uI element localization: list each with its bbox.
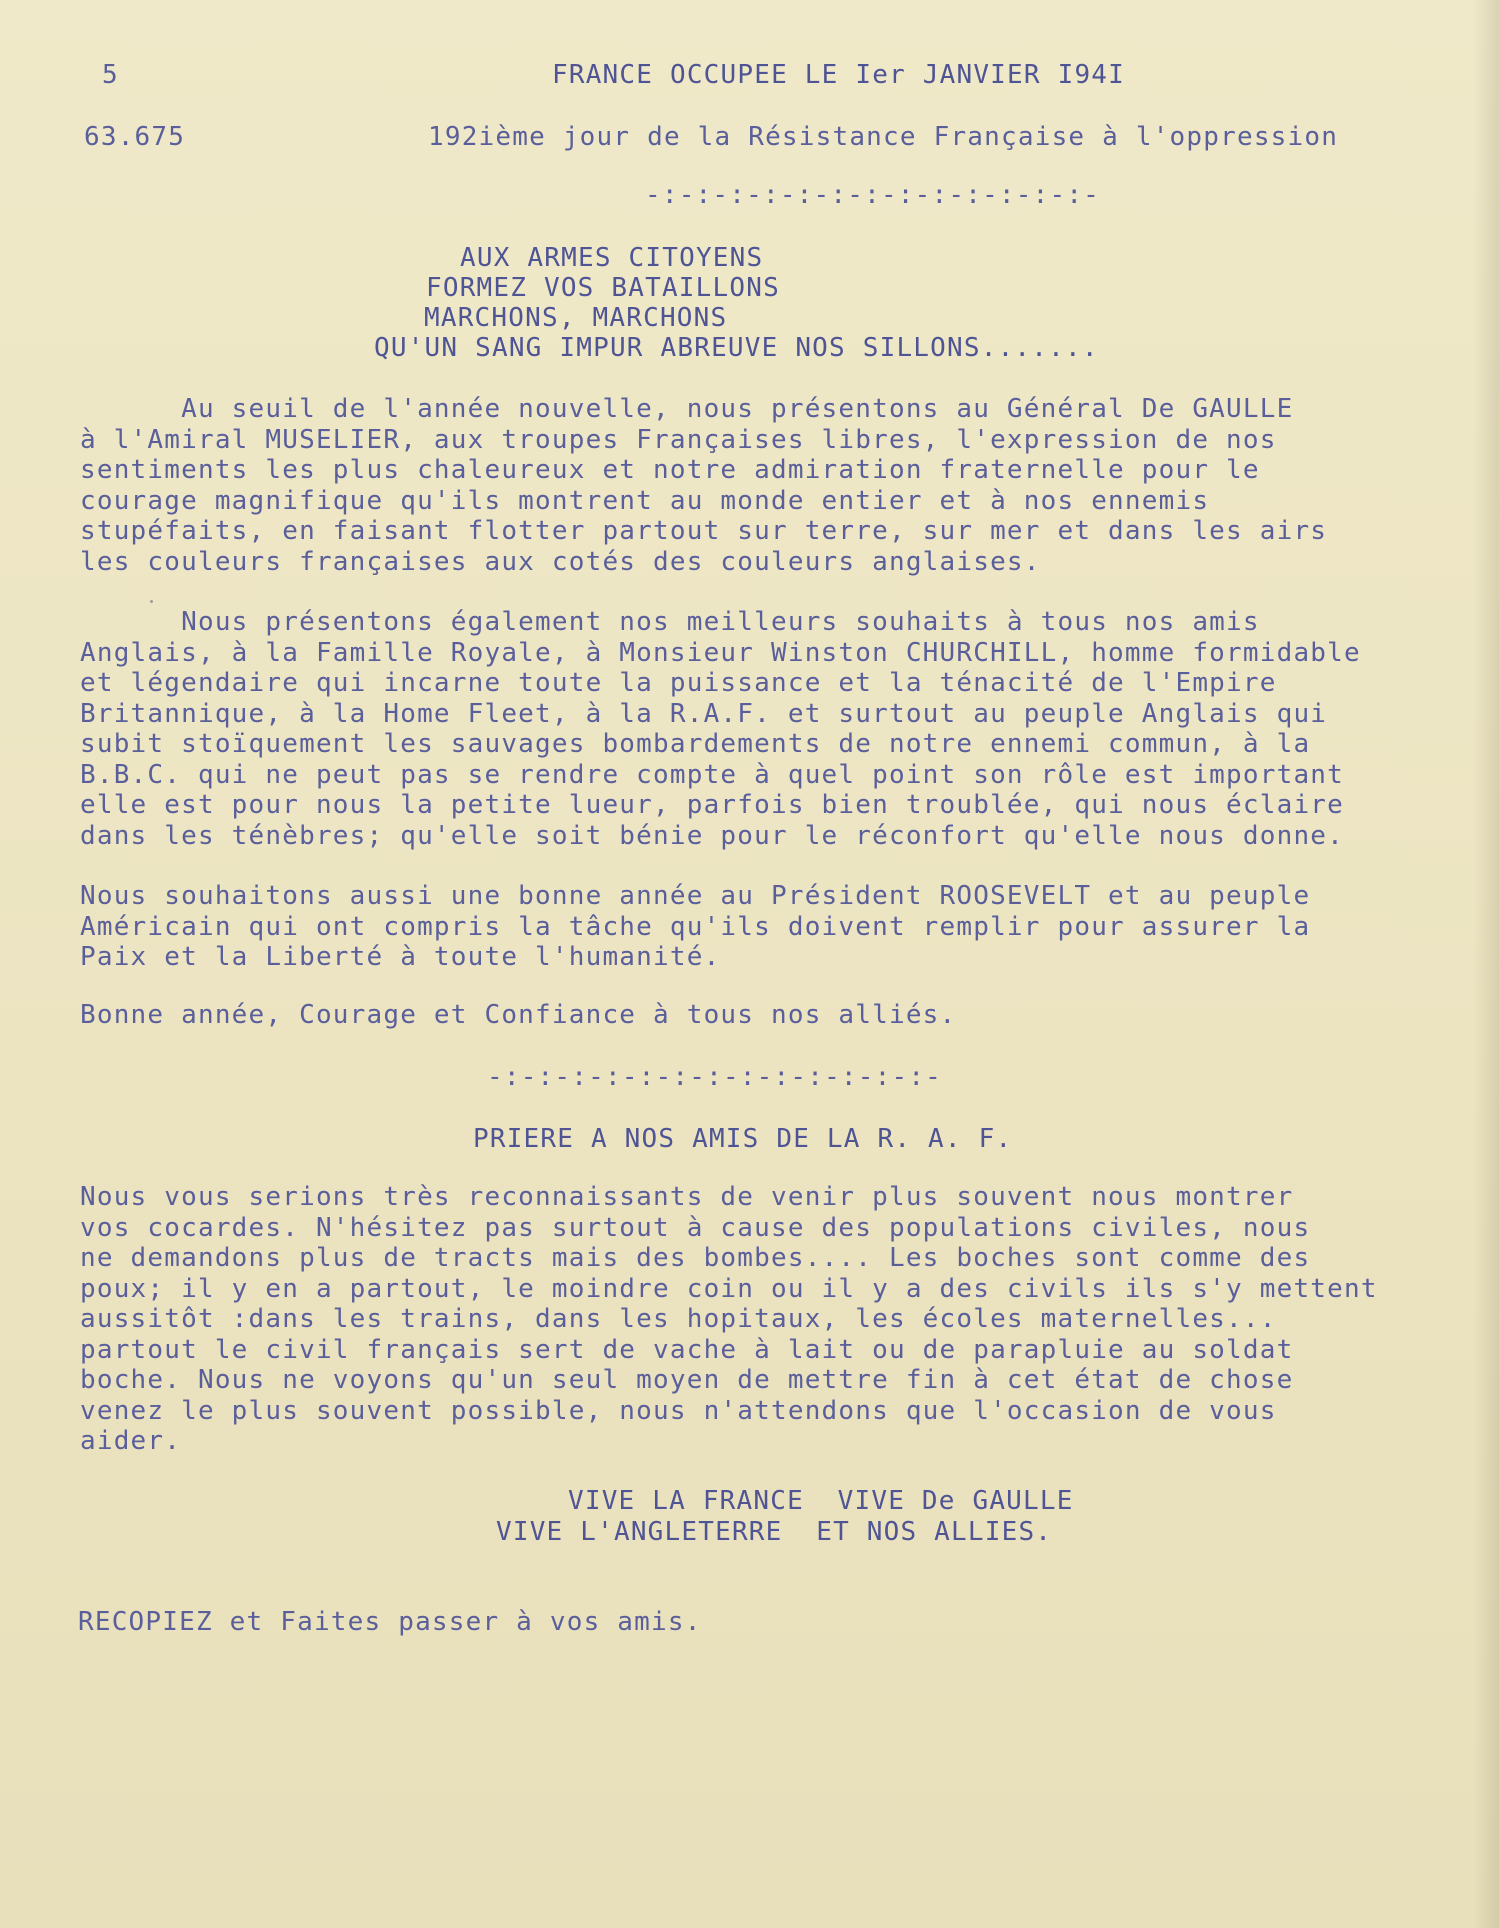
footer-instruction: RECOPIEZ et Faites passer à vos amis. bbox=[78, 1607, 702, 1637]
reference-number: 63.675 bbox=[84, 122, 186, 152]
paragraph-allies: Bonne année, Courage et Confiance à tous nos alliés. bbox=[80, 1000, 957, 1030]
page-number: 5 bbox=[102, 60, 119, 90]
document-subtitle: 192ième jour de la Résistance Française à l'oppression bbox=[428, 122, 1339, 152]
anthem-line-3: MARCHONS, MARCHONS bbox=[424, 303, 728, 333]
ink-speck bbox=[150, 600, 153, 603]
anthem-line-1: AUX ARMES CITOYENS bbox=[460, 243, 764, 273]
paragraph-prayer-raf: Nous vous serions très reconnaissants de venir plus souvent nous montrer vos cocardes. N'hésitez pas surtout à cause des populations civiles, nous ne demandons plus de tracts mais des bombes.... Les boches sont comme des poux; il y en a partout, le moindre coin ou il y a des civils ils s'y mettent aussitôt :dans les trains, dans les hopitaux, les écoles maternelles... partout le civil français sert de vache à lait ou de parapluie au soldat boche. Nous ne voyons qu'un seul moyen de mettre fin à cet état de chose venez le plus souvent possible, nous n'attendons que l'occasion de vous aider. bbox=[80, 1182, 1378, 1456]
document-title: FRANCE OCCUPEE LE Ier JANVIER I94I bbox=[552, 60, 1126, 90]
section-title-raf: PRIERE A NOS AMIS DE LA R. A. F. bbox=[473, 1124, 1013, 1154]
anthem-line-2: FORMEZ VOS BATAILLONS bbox=[426, 273, 780, 303]
closing-line-2: VIVE L'ANGLETERRE ET NOS ALLIES. bbox=[496, 1517, 1053, 1547]
separator-middle: -:-:-:-:-:-:-:-:-:-:-:-:-:- bbox=[487, 1062, 943, 1092]
anthem-line-4: QU'UN SANG IMPUR ABREUVE NOS SILLONS....... bbox=[374, 333, 1099, 363]
separator-top: -:-:-:-:-:-:-:-:-:-:-:-:-:- bbox=[645, 180, 1101, 210]
closing-line-1: VIVE LA FRANCE VIVE De GAULLE bbox=[568, 1486, 1074, 1516]
paragraph-greetings-america: Nous souhaitons aussi une bonne année au Président ROOSEVELT et au peuple Américain qui ont compris la tâche qu'ils doivent remplir pour assurer la Paix et la Liberté à toute l'humanité. bbox=[80, 881, 1311, 972]
paragraph-greetings-england: Nous présentons également nos meilleurs souhaits à tous nos amis Anglais, à la Famille Royale, à Monsieur Winston CHURCHILL, homme formidable et légendaire qui incarne toute la puissance et la ténacité de l'Empire Britannique, à la Home Fleet, à la R.A.F. et surtout au peuple Anglais qui subit stoïquement les sauvages bombardements de notre ennemi commun, à la B.B.C. qui ne peut pas se rendre compte à quel point son rôle est important elle est pour nous la petite lueur, parfois bien troublée, qui nous éclaire dans les ténèbres; qu'elle soit bénie pour le réconfort qu'elle nous donne. bbox=[80, 607, 1361, 851]
paragraph-greetings-free-french: Au seuil de l'année nouvelle, nous présentons au Général De GAULLE à l'Amiral MUSELIER, aux troupes Françaises libres, l'expression de nos sentiments les plus chaleureux et notre admiration fraternelle pour le courage magnifique qu'ils montrent au monde entier et à nos ennemis stupéfaits, en faisant flotter partout sur terre, sur mer et dans les airs les couleurs françaises aux cotés des couleurs anglaises. bbox=[80, 394, 1328, 577]
